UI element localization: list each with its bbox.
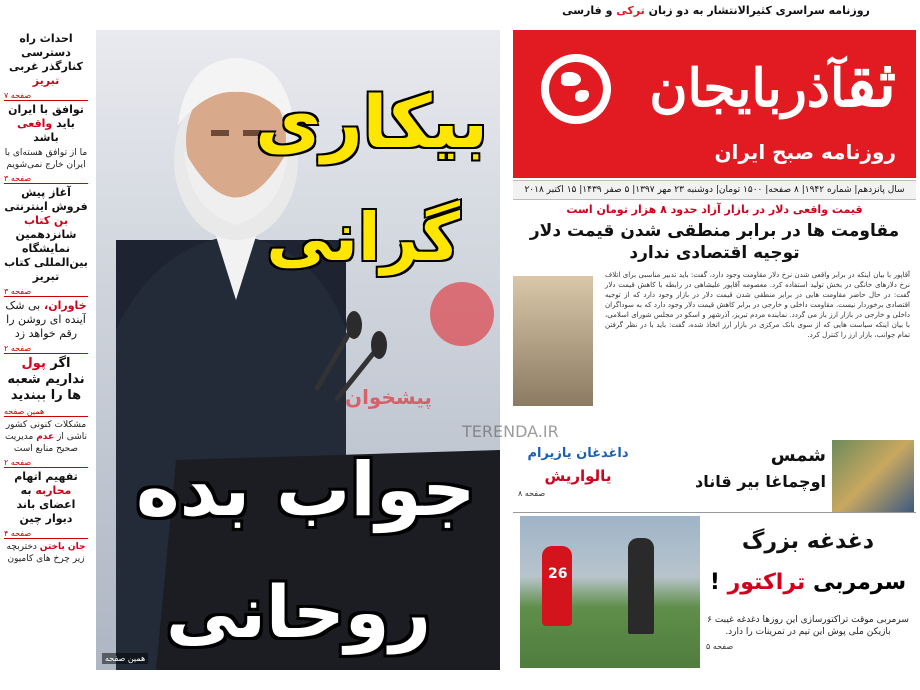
- coach-figure: [628, 538, 654, 634]
- left-item-3[interactable]: آغاز پیش فروش اینترنتی بن کتاب شانزدهمین نمایشگاه بین‌المللی کتاب تبریز: [4, 186, 88, 283]
- headline-answer: جواب بده: [136, 447, 476, 533]
- tractor-headline-2: سرمربی تراکتور !: [709, 570, 907, 595]
- jersey-number: 26: [548, 566, 568, 582]
- photo-caption: همین صفحه: [102, 653, 148, 664]
- story-body: آقاپور با بیان اینکه در برابر واقعی شدن نرخ دلار مقاومت وجود دارد، گفت: باید تدبیر مناسبی برای اتلاف نرخ دلارهای خانگی در بخش تولید استفاده کرد. معصومه آقاپور علیشاهی در رابطه با کاهش قیمت دلار گفت: در حال حاضر مقاومت هایی در برابر منطقی شدن قیمت دلار در بازار وجود دارد که از توجیه اقتصادی برخوردار نیست. مقاومت داخلی و خارجی در برابر کاهش قیمت دلار وجود دارد که به سوداگران داخلی و خارجی در بازار ارز باز می گردد. نماینده مردم تبریز، آذرشهر و اسکو در مجلس شورای اسلامی، با بیان اینکه سیاست هایی که از سوی بانک مرکزی در بازار ارز اتخاذ شده، گفت: باید با در نظر گرفتن تمام جوانب، بازار ارز را کنترل کرد.: [605, 271, 910, 339]
- story-title-2: توجیه اقتصادی ندارد: [629, 243, 800, 263]
- page-ref: صفحه ۴: [4, 529, 88, 539]
- left-news-column: [4, 30, 88, 655]
- issue-info-bar: سال پانزدهم| شماره ۱۹۴۲| ۸ صفحه| ۱۵۰۰ تومان| دوشنبه ۲۳ مهر ۱۳۹۷| ۵ صفر ۱۴۳۹| ۱۵ اکتبر ۲۰۱۸: [513, 180, 916, 200]
- shams-label: شمس: [770, 445, 826, 466]
- masthead[interactable]: [513, 30, 916, 178]
- page-ref: صفحه ۲: [4, 344, 88, 354]
- watermark-logo-icon: [430, 282, 494, 346]
- page-ref: صفحه ۷: [4, 91, 88, 101]
- masthead-subtitle: روزنامه صبح ایران: [714, 140, 896, 164]
- watermark-url: TERENDA.IR: [462, 422, 559, 441]
- left-item-6[interactable]: مشکلات کنونی کشور ناشی از عدم مدیریت صحیح منابع است: [4, 420, 88, 454]
- left-item-5[interactable]: اگر پول نداریم شعبه ها را ببندید: [7, 356, 85, 403]
- story-photo: [513, 276, 593, 406]
- page-ref: صفحه ۸: [518, 489, 546, 498]
- shams-title: اوچماغا بیر قاناد: [695, 472, 826, 491]
- left-item-2-sub: ما از توافق هسته‌ای با ایران خارج نمی‌شویم: [4, 148, 88, 170]
- left-item-4[interactable]: خاوران، بی شک آینده ای روشن را رقم خواهد زد: [5, 299, 87, 340]
- daghdaghan-block[interactable]: [518, 446, 638, 498]
- tractor-headline-1: دغدغه بزرگ: [741, 529, 875, 554]
- story-kicker: قیمت واقعی دلار در بازار آزاد حدود ۸ هزار تومان است: [566, 203, 863, 216]
- page-ref: صفحه ۳: [4, 287, 88, 297]
- main-story[interactable]: [513, 203, 916, 418]
- cover-photo: [96, 30, 500, 670]
- divider: [513, 512, 916, 513]
- page-ref: صفحه ۳: [4, 174, 88, 184]
- yalvarish-label: یالواریش: [544, 467, 612, 485]
- player-figure: [542, 546, 572, 626]
- headline-inflation: گرانی: [266, 199, 460, 276]
- left-item-2[interactable]: توافق با ایران باید واقعی باشد: [8, 103, 84, 144]
- left-item-1[interactable]: احداث راه دسترسی کنارگذر غربی تبریز: [9, 32, 83, 87]
- daghdaghan-label: داغدغان یازیرام: [527, 446, 629, 461]
- headline-rouhani: روحانی: [166, 570, 432, 654]
- masthead-logo: ثقآذربایجان: [649, 47, 896, 122]
- page-ref: صفحه ۵: [706, 642, 734, 651]
- tractor-body: سرمربی موقت تراکتورسازی این روزها دغدغه غیبت ۶ بازیکن ملی پوش این تیم در تمرینات را دارد.: [707, 615, 909, 637]
- story-title-1: مقاومت ها در برابر منطقی شدن قیمت دلار: [529, 221, 900, 241]
- tractor-story[interactable]: [706, 528, 910, 651]
- watermark-text: پیشخوان: [345, 385, 432, 409]
- page-ref: همین صفحه: [4, 407, 88, 417]
- tractor-photo: [520, 516, 700, 668]
- painting-image: [832, 440, 914, 512]
- shams-block[interactable]: [640, 445, 826, 491]
- page-ref: صفحه ۲: [4, 458, 88, 468]
- headline-unemployment: بیکاری: [255, 80, 488, 164]
- masthead-tagline: روزنامه سراسری کثیرالانتشار به دو زبان ترکی و فارسی: [562, 4, 870, 17]
- left-item-8[interactable]: جان باختن دختربچه زیر چرخ های کامیون: [6, 542, 86, 564]
- left-item-7[interactable]: تفهیم اتهام محاربه به اعضای باند دیوار چین: [14, 470, 78, 525]
- globe-icon: [541, 54, 611, 124]
